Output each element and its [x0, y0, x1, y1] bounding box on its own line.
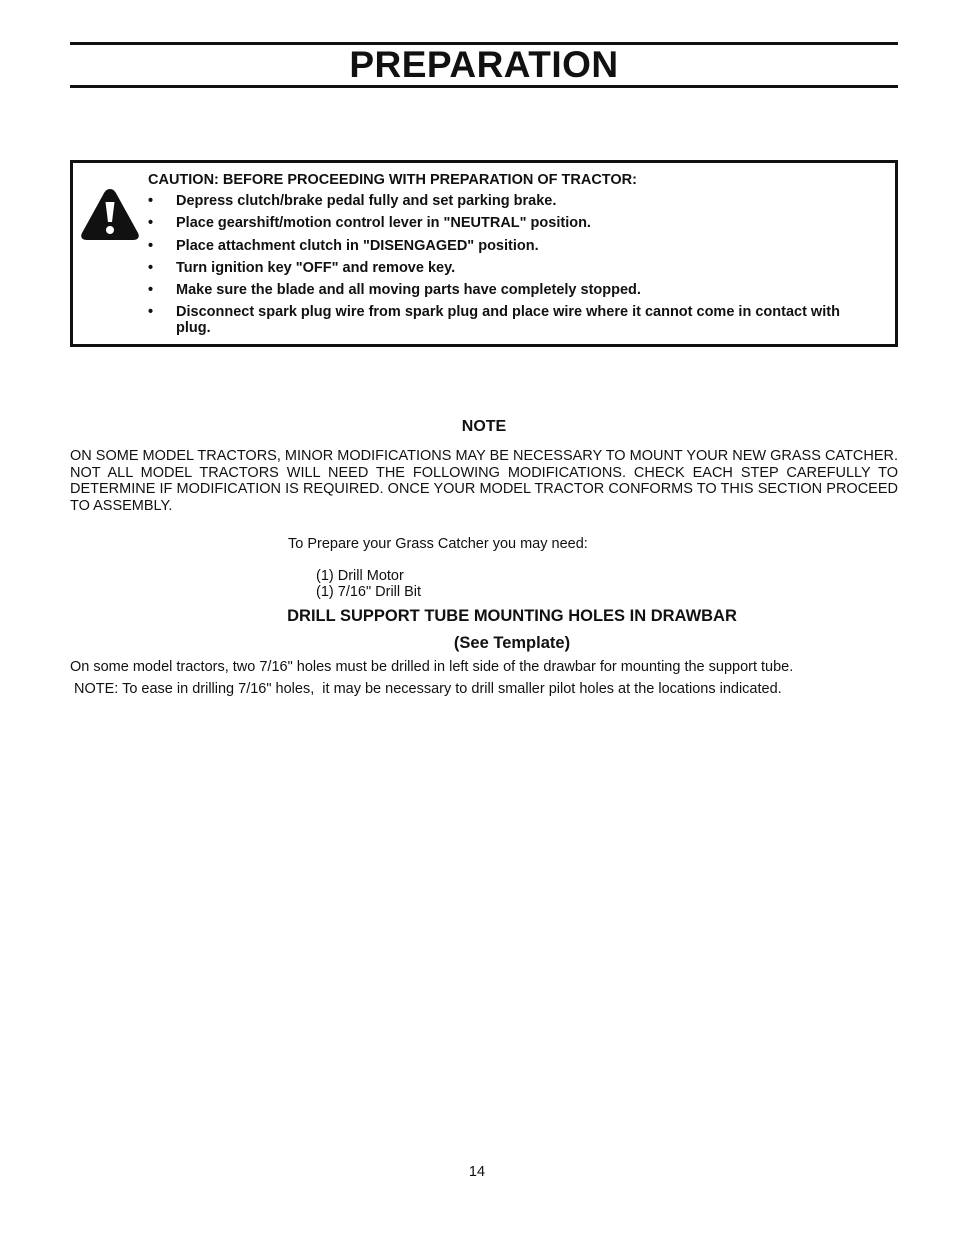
bullet: • — [148, 193, 154, 209]
paragraph: On some model tractors, two 7/16" holes must be drilled in left side of the drawbar for mounting the support tube. — [70, 659, 794, 675]
caution-list — [148, 193, 868, 336]
list-item: (1) Drill Motor — [316, 568, 404, 584]
list-item-text: Depress clutch/brake pedal fully and set parking brake. — [176, 193, 557, 209]
bullet: • — [148, 304, 154, 321]
caution-heading: CAUTION: BEFORE PROCEEDING WITH PREPARATION OF TRACTOR: — [148, 172, 637, 188]
list-item: (1) 7/16" Drill Bit — [316, 584, 422, 600]
tools-list — [316, 568, 421, 600]
section-heading: DRILL SUPPORT TUBE MOUNTING HOLES IN DRAWBAR — [287, 607, 737, 625]
tools-intro: To Prepare your Grass Catcher you may need: — [288, 536, 588, 552]
bullet: • — [148, 237, 154, 254]
list-item-text: Turn ignition key "OFF" and remove key. — [176, 259, 456, 276]
bullet: • — [148, 215, 154, 232]
list-item-text: Disconnect spark plug wire from spark plug and place wire where it cannot come in contact with plug. — [176, 304, 840, 337]
list-item-text: Place attachment clutch in "DISENGAGED" position. — [176, 237, 539, 254]
caution-box — [70, 160, 898, 347]
list-item — [148, 193, 868, 209]
bullet: • — [148, 282, 154, 299]
list-item — [148, 215, 868, 231]
section-subheading: (See Template) — [453, 634, 571, 652]
page-title: PREPARATION — [349, 44, 619, 85]
page-number: 14 — [468, 1164, 486, 1180]
bullet: • — [148, 259, 154, 276]
caution-content — [148, 171, 868, 343]
note-paragraph: NOTE: To ease in drilling 7/16" holes, it may be necessary to drill smaller pilot holes at the locations indicated. — [74, 681, 782, 697]
title-block — [70, 42, 898, 88]
list-item-text: Make sure the blade and all moving parts have completely stopped. — [176, 282, 641, 299]
warning-triangle-icon — [79, 186, 141, 242]
list-item — [148, 282, 868, 298]
list-item — [148, 238, 868, 254]
list-item — [148, 260, 868, 276]
list-item-text: Place gearshift/motion control lever in "NEUTRAL" position. — [176, 215, 591, 232]
note-heading: NOTE — [461, 418, 507, 435]
list-item — [148, 304, 868, 336]
note-body: ON SOME MODEL TRACTORS, MINOR MODIFICATIONS MAY BE NECESSARY TO MOUNT YOUR NEW GRASS CATCHER. NOT ALL MODEL TRACTORS WILL NEED THE FOLLOWING MODIFICATIONS. CHECK EACH STEP CAREFULLY TO DETERMINE IF MODIFICATION IS REQUIRED. ONCE YOUR MODEL TRACTOR CONFORMS TO THIS SECTION PROCEED TO ASSEMBLY. — [70, 448, 898, 514]
